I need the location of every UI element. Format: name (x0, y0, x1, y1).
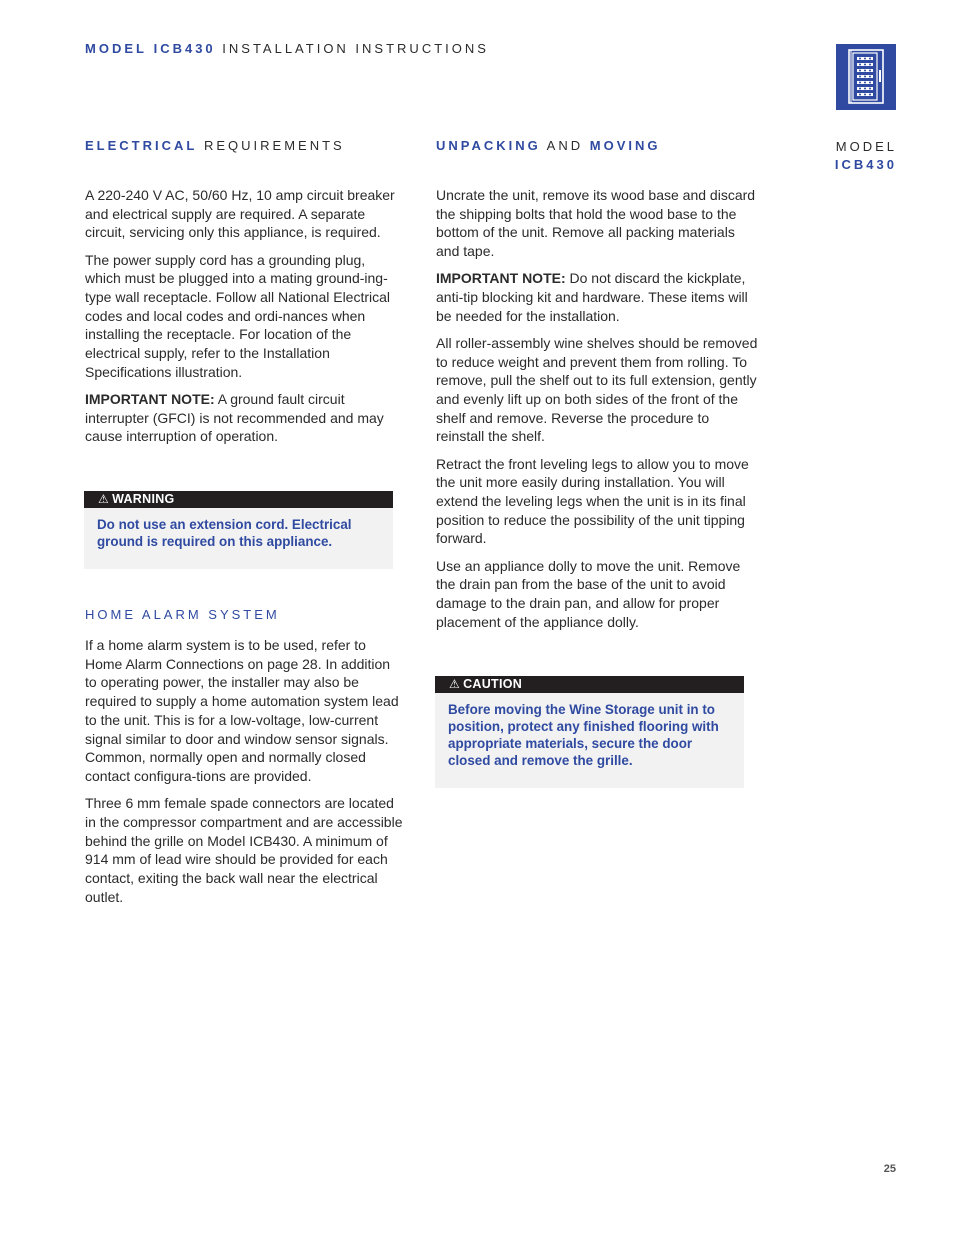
unpacking-note (436, 269, 761, 325)
caution-triangle-icon: ⚠ (449, 677, 461, 691)
warning-text: Do not use an extension cord. Electrical ground is required on this appliance. (97, 517, 352, 549)
page-header (85, 41, 489, 56)
unpacking-heading-and: AND (546, 138, 584, 153)
page-number: 25 (883, 1163, 896, 1175)
wine-storage-unit-icon (836, 44, 896, 110)
home-alarm-paragraph: Three 6 mm female spade connectors are located in the compressor compartment and are accessible behind the grille on Model ICB430. A minimum of 914 mm of lead wire should be provided for each contact, exiting the back wall near the electrical outlet. (85, 795, 403, 905)
electrical-heading-rest: REQUIREMENTS (203, 138, 345, 153)
caution-box (435, 676, 744, 788)
electrical-note-label: IMPORTANT NOTE: (85, 391, 215, 408)
electrical-note (85, 390, 403, 446)
header-model-label: MODEL (85, 41, 147, 56)
electrical-note-text: A ground fault circuit interrupter (GFCI) is not recommended and may cause interruption of operation. (85, 391, 384, 445)
home-alarm-paragraph: If a home alarm system is to be used, refer to Home Alarm Connections on page 28. In addition to operating power, the installer may also be required to supply a home automation system lead to the unit. This is for a low-voltage, low-current signal similar to door and window sensor signals. Common, normally open and normally closed contact configura-tions are provided. (85, 637, 399, 784)
warning-triangle-icon: ⚠ (98, 492, 110, 506)
caution-label: CAUTION (463, 677, 523, 691)
electrical-heading (85, 138, 345, 153)
unpacking-paragraph: All roller-assembly wine shelves should be removed to reduce weight and prevent them from rolling. To remove, pull the shelf out to its full extension, gently and evenly lift up on both sides of the front of the shelf and remove. Reverse the procedure to reinstall the shelf. (436, 334, 758, 445)
sidebar-model-number: ICB430 (834, 157, 897, 172)
electrical-body (85, 186, 403, 455)
electrical-paragraph: The power supply cord has a grounding plug, which must be plugged into a mating ground-ing-type wall receptacle. Follow all National Electrical codes and local codes and ordi-nances when installing the receptacle. For location of the electrical supply, refer to the Installation Specifications illustration. (85, 251, 391, 380)
warning-box (84, 491, 393, 569)
warning-label: WARNING (112, 492, 175, 506)
unpacking-paragraph: Retract the front leveling legs to allow you to move the unit more easily during installation. You will extend the leveling legs when the unit is in its final position to reduce the possibility of the unit tipping forward. (436, 455, 749, 547)
caution-bar (435, 676, 744, 693)
unpacking-paragraph: Use an appliance dolly to move the unit. Remove the drain pan from the base of the unit to avoid damage to the drain pan, and allow for proper placement of the appliance dolly. (436, 557, 741, 630)
electrical-heading-strong: ELECTRICAL (85, 138, 198, 153)
unpacking-heading-b: MOVING (589, 138, 661, 153)
sidebar-model-label: MODEL (835, 139, 897, 154)
unpacking-note-text: Do not discard the kickplate, anti-tip blocking kit and hardware. These items will be needed for the installation. (436, 270, 748, 324)
home-alarm-body (85, 636, 403, 915)
header-model-number: ICB430 (153, 41, 216, 56)
home-alarm-heading: HOME ALARM SYSTEM (85, 607, 280, 622)
header-title: INSTALLATION INSTRUCTIONS (222, 41, 489, 56)
unpacking-body (436, 186, 761, 640)
sidebar-model (835, 138, 897, 174)
unpacking-note-label: IMPORTANT NOTE: (436, 270, 566, 287)
unpacking-heading (436, 138, 660, 153)
caution-text: Before moving the Wine Storage unit in to position, protect any finished flooring with appropriate materials, secure the door closed and remove the grille. (448, 702, 719, 768)
electrical-paragraph: A 220-240 V AC, 50/60 Hz, 10 amp circuit breaker and electrical supply are required. A separate circuit, servicing only this appliance, is required. (85, 187, 395, 241)
warning-bar (84, 491, 393, 508)
unpacking-paragraph: Uncrate the unit, remove its wood base and discard the shipping bolts that hold the wood base to the bottom of the unit. Remove all packing materials and tape. (436, 187, 756, 260)
unpacking-heading-a: UNPACKING (436, 138, 541, 153)
